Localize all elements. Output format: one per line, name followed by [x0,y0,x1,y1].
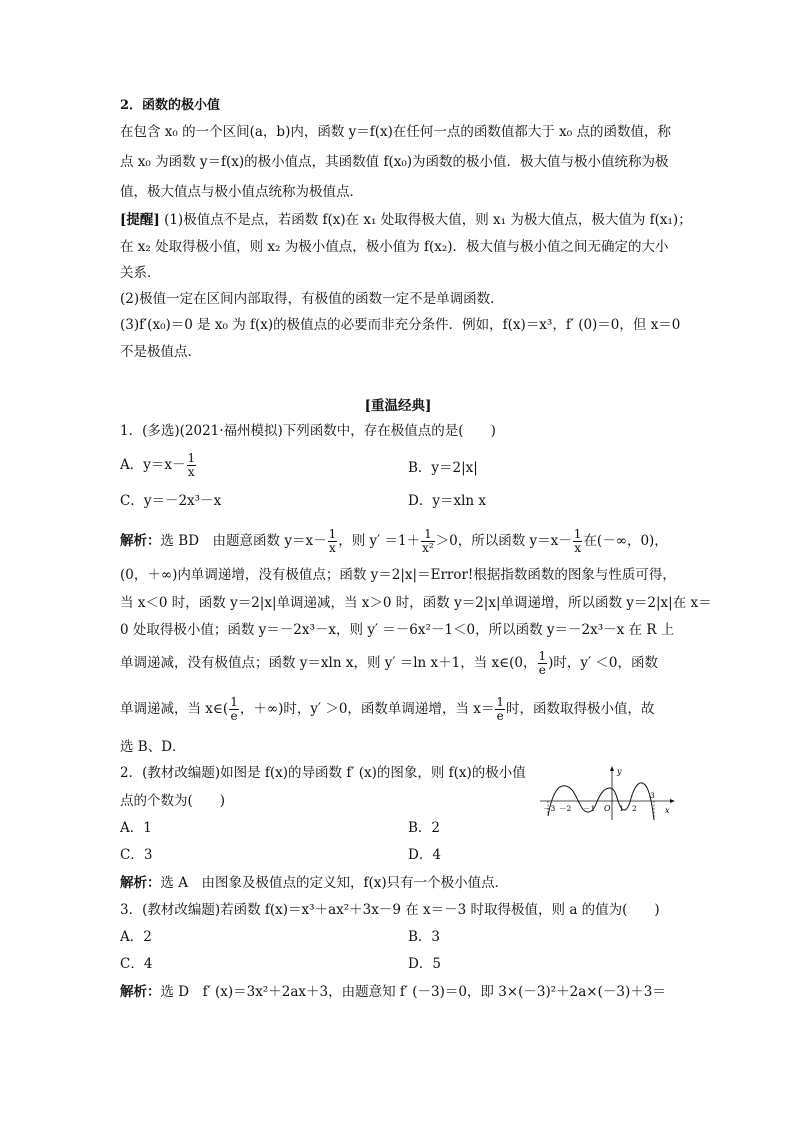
y-axis-label: y [617,767,622,776]
tick-label: －1 [583,804,596,813]
q1-stem: 1．(多选)(2021·福州模拟)下列函数中，存在极值点的是( ) [120,423,496,439]
review-title: [重温经典] [364,398,432,414]
q3-option-a: A．2 [120,929,152,945]
q1-solution-line-4: 0 处取得极小值；函数 y＝－2x³－x，则 y′ ＝－6x²－1＜0，所以函数 y＝－2x³－x 在 R 上 [120,622,675,638]
tick-label: 1 [619,804,624,813]
tick-label: 3 [650,791,655,800]
x-axis-arrow [670,799,675,803]
q1-solution-line-7: 选 B、D． [120,739,186,755]
q1-solution-line-1: 解析：选 BD 由题意函数 y＝x－ $\frac{1}{x}$ ，则 y′ ＝1＋ $\frac{1}{\text{x²}}$ ＞0，所以函数 y＝x－ $\frac{1}{x}$ 在(－∞，0)， [120,527,668,555]
q1-solution-line-3: 当 x＜0 时，函数 y＝2|x|单调递减，当 x＞0 时，函数 y＝2|x|单调递增，所以函数 y＝2|x|在 x＝ [120,595,712,611]
q2-stem-1: 2．(教材改编题)如图是 f(x)的导函数 f′ (x)的图象，则 f(x)的极小值 [120,765,526,781]
tip-line-5: (3)f′(x₀)＝0 是 x₀ 为 f(x)的极值点的必要而非充分条件．例如，f(x)＝x³，f′ (0)＝0，但 x＝0 [120,317,681,333]
q1-solution-line-6: 单调递减，当 x∈( $\frac{1}{e}$ ，＋∞)时，y′ ＞0，函数单调递增，当 x＝ $\frac{1}{e}$ 时，函数取得极小值，故 [120,695,655,723]
q1-option-c: C．y＝－2x³－x [120,493,222,509]
tip-line-2: 在 x₂ 处取得极小值，则 x₂ 为极小值点，极小值为 f(x₂)．极大值与极小值之间无确定的大小 [120,239,669,255]
tip-line-3: 关系． [120,265,161,281]
tip-tag: [提醒] [120,212,160,228]
q2-solution: 解析：选 A 由图象及极值点的定义知，f(x)只有一个极小值点． [120,875,509,891]
tick-label: －2 [559,804,572,813]
q1-option-d: D．y＝xln x [408,493,486,509]
definition-line-3: 值，极大值点与极小值点统称为极值点． [120,184,363,200]
q2-option-a: A．1 [120,820,152,836]
tick-label: －3 [543,804,556,813]
q3-option-c: C．4 [120,956,153,972]
tick-label: 2 [632,804,637,813]
q2-option-b: B．2 [408,820,441,836]
q3-option-d: D．5 [408,956,441,972]
q1-solution-line-5: 单调递减，没有极值点；函数 y＝xln x，则 y′ ＝ln x＋1，当 x∈(0， $\frac{1}{e}$ )时，y′ ＜0，函数 [120,649,658,677]
q3-stem: 3．(教材改编题)若函数 f(x)＝x³＋ax²＋3x－9 在 x＝－3 时取得极值，则 a 的值为( ) [120,902,660,918]
q1-option-a: A．y＝x－ $\frac{1}{x}$ [120,451,196,479]
q1-solution-line-2: (0，＋∞)内单调递增，没有极值点；函数 y＝2|x|＝Error!根据指数函数的图象与性质可得， [120,567,676,583]
tip-line-4: (2)极值一定在区间内部取得，有极值的函数一定不是单调函数． [120,291,504,307]
origin-label: O [604,804,611,813]
section-heading: 2．函数的极小值 [120,98,221,113]
q2-option-c: C．3 [120,847,153,863]
x-axis-label: x [665,806,670,815]
tip-line-1: [提醒] (1)极值点不是点，若函数 f(x)在 x₁ 处取得极大值，则 x₁ 为极大值点，极大值为 f(x₁)； [120,212,692,228]
definition-line-1: 在包含 x₀ 的一个区间(a，b)内，函数 y＝f(x)在任何一点的函数值都大于 x₀ 点的函数值，称 [120,124,672,140]
q2-option-d: D．4 [408,847,441,863]
tip-line-6: 不是极值点． [120,344,201,360]
q2-stem-2: 点的个数为( ) [120,793,226,809]
y-axis-arrow [610,766,614,771]
q3-option-b: B．3 [408,929,441,945]
definition-line-2: 点 x₀ 为函数 y＝f(x)的极小值点，其函数值 f(x₀)为函数的极小值．极大值与极小值统称为极 [120,154,669,170]
q1-option-b: B．y＝2|x| [408,460,478,476]
q3-solution: 解析：选 D f′ (x)＝3x²＋2ax＋3，由题意知 f′ (－3)＝0，即 3×(－3)²＋2a×(－3)＋3＝ [120,984,666,1000]
fraction: $\frac{1}{x}$ [187,451,196,479]
derivative-curve [548,783,654,820]
derivative-graph [538,764,678,822]
